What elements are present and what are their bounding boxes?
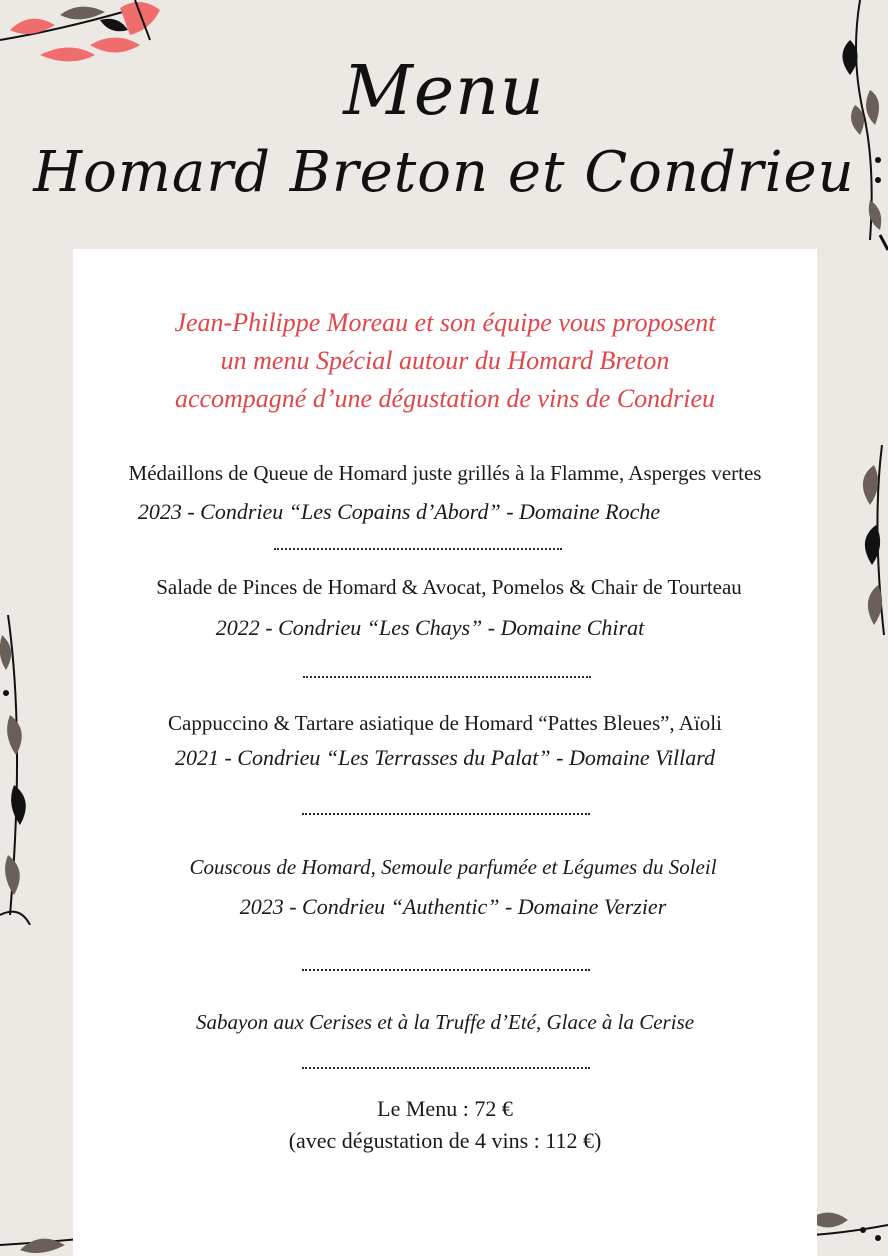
course-4-dish: Couscous de Homard, Semoule parfumée et Légumes du Soleil [189,855,717,879]
menu-subtitle: Homard Breton et Condrieu [33,140,855,205]
menu-price: Le Menu : 72 € [377,1096,513,1121]
course-1-wine: 2023 - Condrieu “Les Copains d’Abord” - Domaine Roche [137,499,661,524]
menu-title: Menu [343,52,545,131]
intro-line-1: Jean-Philippe Moreau et son équipe vous proposent [174,308,716,337]
divider [302,813,590,815]
course-2-wine: 2022 - Condrieu “Les Chays” - Domaine Chirat [215,615,645,640]
course-3-dish: Cappuccino & Tartare asiatique de Homard “Pattes Bleues”, Aïoli [168,711,722,735]
course-3-wine: 2021 - Condrieu “Les Terrasses du Palat” - Domaine Villard [174,745,716,770]
divider [302,969,590,971]
intro-text [73,304,817,418]
intro-line-3: accompagné d’une dégustation de vins de Condrieu [174,384,716,413]
floral-right-middle-icon [852,445,888,645]
floral-left-middle-icon [0,615,40,925]
pairing-price: (avec dégustation de 4 vins : 112 €) [288,1128,602,1153]
course-1-dish: Médaillons de Queue de Homard juste grillés à la Flamme, Asperges vertes [128,461,762,485]
intro-line-2: un menu Spécial autour du Homard Breton [220,346,670,375]
course-4-wine: 2023 - Condrieu “Authentic” - Domaine Verzier [239,894,667,919]
divider [303,676,591,678]
course-5-dish: Sabayon aux Cerises et à la Truffe d’Eté, Glace à la Cerise [195,1010,695,1034]
menu-card [73,249,817,1256]
divider [274,548,562,550]
course-2-dish: Salade de Pinces de Homard & Avocat, Pomelos & Chair de Tourteau [156,575,742,599]
divider [302,1067,590,1069]
